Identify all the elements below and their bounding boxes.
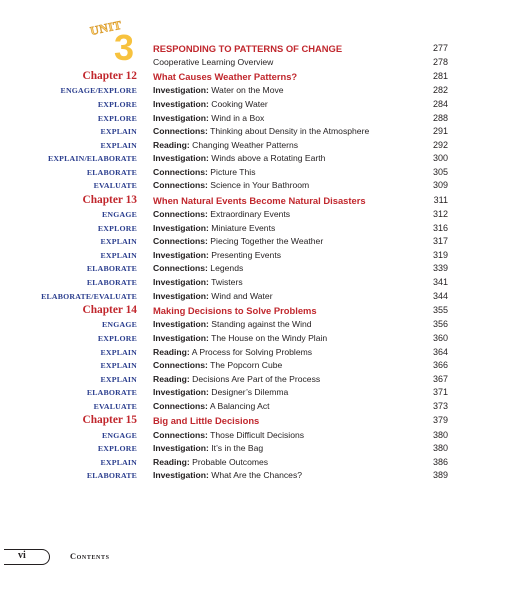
toc-row — [0, 373, 505, 387]
entry-title: Winds above a Rotating Earth — [211, 153, 326, 164]
toc-entry — [153, 318, 312, 332]
phase-label: EXPLAIN — [100, 347, 137, 357]
page-number: 380 — [432, 429, 448, 440]
toc-entry — [153, 456, 268, 470]
entry-type: Investigation: — [153, 470, 209, 481]
page-number: 288 — [432, 112, 448, 123]
chapter-label: Chapter 15 — [82, 414, 137, 427]
entry-type: Connections: — [153, 166, 208, 177]
entry-type: Connections: — [153, 180, 208, 191]
page-number: 305 — [432, 166, 448, 177]
entry-type: Investigation: — [153, 99, 209, 110]
unit-title: RESPONDING TO PATTERNS OF CHANGE — [153, 43, 343, 54]
phase-label: EXPLAIN/ELABORATE — [47, 154, 137, 164]
toc-row — [0, 290, 505, 304]
footer-page-pill — [4, 549, 50, 565]
entry-type: Investigation: — [153, 319, 209, 330]
toc-entry — [153, 125, 369, 139]
toc-row — [0, 386, 505, 400]
toc-row — [0, 469, 505, 483]
toc-chapter-row — [0, 193, 505, 208]
toc-entry — [153, 84, 284, 98]
page-number: 379 — [432, 415, 448, 426]
entry-title: It’s in the Bag — [211, 443, 264, 454]
toc-entry — [153, 429, 304, 443]
phase-label: ELABORATE/EVALUATE — [41, 291, 137, 301]
page-number: 389 — [432, 470, 448, 481]
unit-number: 3 — [114, 27, 135, 68]
toc-entry — [153, 98, 268, 112]
entry-type: Reading: — [153, 456, 190, 467]
toc-row — [0, 235, 505, 249]
entry-type: Connections: — [153, 429, 208, 440]
phase-label: EXPLAIN — [100, 140, 137, 150]
toc-entry — [153, 359, 282, 373]
entry-type: Investigation: — [153, 249, 209, 260]
toc-entry — [153, 249, 281, 263]
entry-type: Connections: — [153, 400, 208, 411]
toc-entry — [153, 166, 256, 180]
toc-row — [0, 332, 505, 346]
entry-type: Connections: — [153, 209, 208, 220]
entry-type: Investigation: — [153, 222, 209, 233]
entry-type: Connections: — [153, 236, 208, 247]
entry-title: Thinking about Density in the Atmosphere — [210, 126, 370, 137]
entry-title: Twisters — [211, 276, 243, 287]
entry-title: Wind in a Box — [211, 112, 265, 123]
phase-label: EXPLORE — [97, 113, 137, 123]
page-number: 312 — [432, 209, 448, 220]
phase-label: ENGAGE/EXPLORE — [60, 86, 137, 96]
toc-row — [0, 139, 505, 153]
entry-type: Investigation: — [153, 112, 209, 123]
phase-label: ELABORATE — [86, 277, 137, 287]
toc-entry — [153, 179, 309, 193]
toc-entry — [153, 386, 288, 400]
toc-entry — [153, 112, 264, 126]
toc-entry — [153, 208, 290, 222]
footer-page-number: vi — [18, 550, 26, 561]
toc-entry — [153, 442, 263, 456]
page-number: 281 — [432, 71, 448, 82]
entry-type: Investigation: — [153, 276, 209, 287]
page-number: 356 — [432, 319, 448, 330]
phase-label: EXPLAIN — [100, 237, 137, 247]
entry-title: The Popcorn Cube — [210, 360, 283, 371]
entry-type: Connections: — [153, 126, 208, 137]
entry-title: Cooking Water — [211, 99, 268, 110]
chapter-title: What Causes Weather Patterns? — [153, 71, 298, 83]
entry-type: Reading: — [153, 373, 190, 384]
entry-title: Decisions Are Part of the Process — [192, 373, 321, 384]
toc-entry — [153, 346, 312, 360]
entry-title: Standing against the Wind — [211, 319, 312, 330]
phase-label: EXPLORE — [97, 100, 137, 110]
entry-title: Designer’s Dilemma — [211, 387, 289, 398]
chapter-title: Making Decisions to Solve Problems — [153, 305, 317, 317]
toc-entry — [153, 262, 243, 276]
entry-type: Investigation: — [153, 290, 209, 301]
page-number: 380 — [432, 443, 448, 454]
page-number: 291 — [432, 126, 448, 137]
toc-row — [0, 262, 505, 276]
page-number: 341 — [432, 276, 448, 287]
entry-title: Legends — [210, 263, 244, 274]
toc-entry — [153, 332, 327, 346]
toc-row — [0, 125, 505, 139]
chapter-label: Chapter 13 — [82, 194, 137, 207]
page-number: 282 — [432, 85, 448, 96]
page-number: 367 — [432, 373, 448, 384]
page-number: 317 — [432, 236, 448, 247]
entry-type: Connections: — [153, 360, 208, 371]
phase-label: EXPLAIN — [100, 457, 137, 467]
toc-entry — [153, 139, 298, 153]
toc-entry — [153, 235, 323, 249]
toc-row — [0, 249, 505, 263]
entry-title: Cooperative Learning Overview — [153, 56, 274, 67]
footer-section-title: Contents — [70, 552, 110, 561]
toc-row — [0, 179, 505, 193]
toc-row — [0, 112, 505, 126]
page-number: 371 — [432, 387, 448, 398]
page-number: 364 — [432, 346, 448, 357]
toc-entry — [153, 469, 302, 483]
chapter-label: Chapter 12 — [82, 70, 137, 83]
page-number: 360 — [432, 332, 448, 343]
phase-label: ENGAGE — [102, 430, 137, 440]
toc-entry — [153, 400, 270, 414]
entry-title: Changing Weather Patterns — [192, 139, 299, 150]
footer-page-tab — [0, 549, 60, 567]
toc-row — [0, 400, 505, 414]
page-number: 344 — [432, 290, 448, 301]
page-number: 386 — [432, 456, 448, 467]
phase-label: ELABORATE — [86, 471, 137, 481]
entry-title: Wind and Water — [211, 290, 273, 301]
page-number: 284 — [432, 99, 448, 110]
phase-label: EXPLAIN — [100, 361, 137, 371]
toc-row — [0, 456, 505, 470]
toc-row — [0, 359, 505, 373]
entry-title: The House on the Windy Plain — [211, 332, 328, 343]
phase-label: EVALUATE — [93, 401, 137, 411]
page-number: 319 — [432, 249, 448, 260]
phase-label: EXPLAIN — [100, 250, 137, 260]
entry-title: What Are the Chances? — [211, 470, 303, 481]
page-number: 292 — [432, 139, 448, 150]
page-number: 309 — [432, 180, 448, 191]
toc-chapter-row — [0, 69, 505, 84]
phase-label: ELABORATE — [86, 388, 137, 398]
entry-title: Piecing Together the Weather — [210, 236, 324, 247]
entry-type: Investigation: — [153, 332, 209, 343]
table-of-contents — [0, 42, 505, 483]
toc-entry — [153, 222, 275, 236]
entry-title: A Balancing Act — [209, 400, 270, 411]
toc-chapter-row — [0, 303, 505, 318]
chapter-title: When Natural Events Become Natural Disasters — [153, 195, 366, 207]
toc-row — [0, 166, 505, 180]
page-number: 373 — [432, 400, 448, 411]
entry-title: Picture This — [210, 166, 256, 177]
entry-title: Water on the Move — [211, 85, 284, 96]
toc-row — [0, 208, 505, 222]
toc-entry — [153, 373, 320, 387]
entry-title: Miniature Events — [211, 222, 276, 233]
chapter-title: Big and Little Decisions — [153, 415, 260, 427]
toc-row — [0, 429, 505, 443]
entry-title: Extraordinary Events — [210, 209, 291, 220]
page-number: 339 — [432, 263, 448, 274]
phase-label: EXPLORE — [97, 333, 137, 343]
toc-entry — [153, 276, 243, 290]
entry-title: Science in Your Bathroom — [210, 180, 310, 191]
toc-row — [0, 346, 505, 360]
page-number: 278 — [432, 56, 448, 67]
entry-type: Reading: — [153, 139, 190, 150]
entry-type: Investigation: — [153, 85, 209, 96]
page-number: 366 — [432, 360, 448, 371]
toc-entry — [153, 56, 273, 70]
toc-row — [0, 42, 505, 56]
page-number: 311 — [433, 195, 448, 206]
phase-label: EVALUATE — [93, 181, 137, 191]
phase-label: ENGAGE — [102, 320, 137, 330]
toc-entry — [153, 152, 325, 166]
phase-label: EXPLAIN — [100, 127, 137, 137]
page-number: 355 — [432, 305, 448, 316]
entry-title: A Process for Solving Problems — [191, 346, 313, 357]
entry-title: Probable Outcomes — [192, 456, 269, 467]
chapter-label: Chapter 14 — [82, 304, 137, 317]
toc-row — [0, 318, 505, 332]
phase-label: EXPLORE — [97, 444, 137, 454]
toc-entry — [153, 290, 273, 304]
phase-label: ELABORATE — [86, 264, 137, 274]
page-number: 277 — [432, 43, 448, 53]
page-number: 316 — [432, 222, 448, 233]
entry-type: Reading: — [153, 346, 190, 357]
phase-label: ELABORATE — [86, 167, 137, 177]
toc-row — [0, 222, 505, 236]
toc-row — [0, 84, 505, 98]
entry-type: Investigation: — [153, 387, 209, 398]
toc-row — [0, 442, 505, 456]
entry-type: Investigation: — [153, 153, 209, 164]
toc-row — [0, 98, 505, 112]
unit-word: UNIT — [88, 17, 124, 39]
phase-label: EXPLORE — [97, 223, 137, 233]
toc-row — [0, 56, 505, 70]
toc-row — [0, 152, 505, 166]
toc-chapter-row — [0, 413, 505, 428]
entry-type: Connections: — [153, 263, 208, 274]
phase-label: EXPLAIN — [100, 374, 137, 384]
toc-row — [0, 276, 505, 290]
phase-label: ENGAGE — [102, 210, 137, 220]
entry-title: Presenting Events — [211, 249, 282, 260]
entry-title: Those Difficult Decisions — [210, 429, 305, 440]
entry-type: Investigation: — [153, 443, 209, 454]
page-number: 300 — [432, 153, 448, 164]
